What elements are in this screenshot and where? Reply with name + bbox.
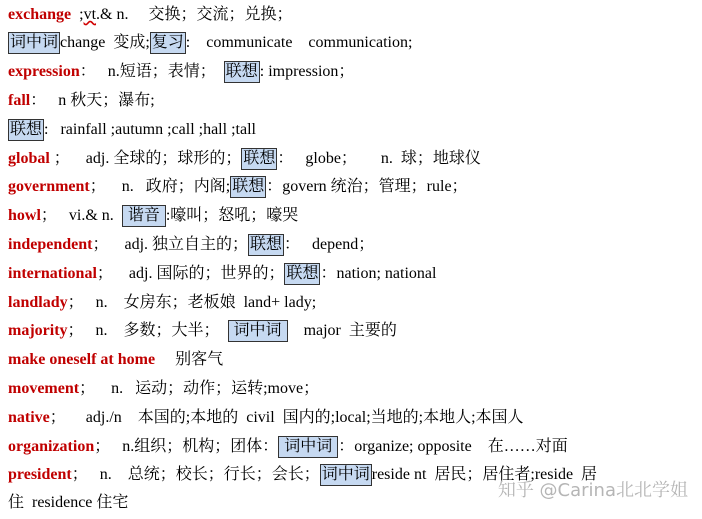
entry-fall: fall： n 秋天；瀑布; (8, 92, 155, 109)
tag-label: 联想 (8, 119, 44, 141)
entry-independent: independent； adj. 独立自主的； 联想 ： depend； (8, 234, 374, 256)
entry-global: global ； adj. 全球的；球形的； 联想 ： globe； n. 球；地球仪 (8, 148, 481, 170)
entry-international: international； adj. 国际的；世界的； 联想 ：nation; national (8, 263, 436, 285)
tag-label: 复习 (150, 32, 186, 54)
tag-label: 词中词 (8, 32, 60, 54)
tag-label: 联想 (230, 176, 266, 198)
entry-president: president； n. 总统；校长；行长；会长； 词中词 reside nt 居民；居住者;reside 居 (8, 464, 597, 486)
tag-label: 词中词 (278, 436, 338, 458)
headword: howl (8, 207, 41, 224)
headword: make oneself at home (8, 351, 156, 368)
entry-movement: movement； n. 运动；动作；运转;move； (8, 380, 320, 397)
entry-fall-notes: 联想 : rainfall ;autumn ;call ;hall ;tall (8, 119, 256, 141)
entry-president-continued: 住 residence 住宅 (8, 494, 129, 511)
tag-label: 联想 (284, 263, 320, 285)
entry-howl: howl； vi.& n. 谐音 :嚎叫；怒吼；嚎哭 (8, 205, 298, 227)
tag-label: 词中词 (228, 320, 288, 342)
entry-exchange-notes: 词中词 change 变成; 复习 : communicate communication; (8, 32, 412, 54)
headword: global (8, 150, 50, 167)
tag-label: 联想 (224, 61, 260, 83)
headword: government (8, 178, 90, 195)
headword: organization (8, 438, 95, 455)
tag-label: 谐音 (122, 205, 166, 227)
headword: majority (8, 322, 68, 339)
entry-landlady: landlady； n. 女房东；老板娘 land+ lady; (8, 294, 317, 311)
entry-organization: organization； n.组织；机构；团体： 词中词 ：organize; opposite 在……对面 (8, 436, 568, 458)
headword: independent (8, 236, 93, 253)
headword: native (8, 409, 50, 426)
entry-exchange: exchange ;vt.& n. 交换；交流；兑换； (8, 6, 293, 23)
headword: movement (8, 380, 80, 397)
entry-government: government； n. 政府；内阁; 联想 ：govern 统治；管理；rule； (8, 176, 468, 198)
entry-expression: expression： n.短语；表情； 联想 : impression； (8, 61, 354, 83)
watermark: 知乎 @Carina北北学姐 (497, 480, 688, 501)
tag-label: 词中词 (320, 464, 372, 486)
entry-majority: majority； n. 多数；大半； 词中词 major 主要的 (8, 320, 397, 342)
tag-label: 联想 (241, 148, 277, 170)
tag-label: 联想 (248, 234, 284, 256)
headword: expression (8, 63, 80, 80)
headword: international (8, 265, 97, 282)
headword: fall (8, 92, 31, 109)
headword: president (8, 466, 72, 483)
entry-native: native； adj./n 本国的;本地的 civil 国内的;local;当地的;本地人;本国人 (8, 409, 524, 426)
headword: landlady (8, 294, 68, 311)
entry-make-oneself-at-home: make oneself at home 别客气 (8, 351, 224, 368)
headword: exchange (8, 6, 72, 23)
